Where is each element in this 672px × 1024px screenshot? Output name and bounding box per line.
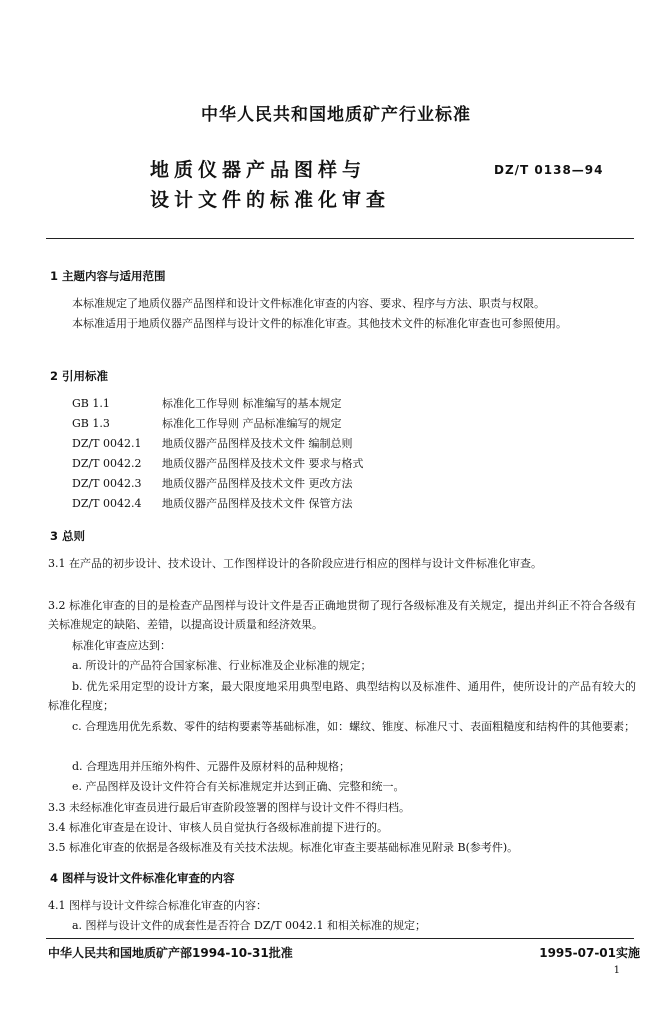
clause-3-2-item-c: c. 合理选用优先系数、零件的结构要素等基础标准，如：螺纹、锥度、标准尺寸、表面粗糙度和结构件的其他要素； [72,720,636,733]
section-4-heading: 4 图样与设计文件标准化审查的内容 [50,871,235,885]
clause-3-2-item-a: a. 所设计的产品符合国家标准、行业标准及企业标准的规定； [72,659,372,672]
clause-3-2-item-e: e. 产品图样及设计文件符合有关标准规定并达到正确、完整和统一。 [72,780,405,793]
reference-name: 地质仪器产品图样及技术文件 更改方法 [162,477,353,490]
section-3-heading: 3 总则 [50,529,86,543]
issuing-body-header: 中华人民共和国地质矿产行业标准 [201,105,471,125]
effective-date: 1995-07-01实施 [539,946,640,960]
reference-name: 标准化工作导则 产品标准编写的规定 [162,417,342,430]
clause-3-5: 3.5 标准化审查的依据是各级标准及有关技术法规。标准化审查主要基础标准见附录 B(参考件)。 [48,841,519,854]
reference-name: 地质仪器产品图样及技术文件 编制总则 [162,437,353,450]
clause-3-2: 3.2 标准化审查的目的是检查产品图样与设计文件是否正确地贯彻了现行各级标准及有关规定，提出并纠正不符合各级有关标准规定的缺陷、差错，以提高设计质量和经济效果。 [48,599,636,631]
reference-name: 地质仪器产品图样及技术文件 保管方法 [162,497,353,510]
clause-3-4: 3.4 标准化审查是在设计、审核人员自觉执行各级标准前提下进行的。 [48,821,388,834]
reference-code: DZ/T 0042.3 [72,477,142,490]
reference-name: 地质仪器产品图样及技术文件 要求与格式 [162,457,364,470]
footer-divider [46,938,634,939]
section-2-heading: 2 引用标准 [50,369,109,383]
reference-code: DZ/T 0042.2 [72,457,142,470]
standard-code: DZ/T 0138—94 [494,163,604,177]
reference-row [72,434,353,454]
title-line-2: 设计文件的标准化审查 [150,189,391,211]
reference-code: DZ/T 0042.4 [72,497,142,510]
clause-3-2-item-b: b. 优先采用定型的设计方案，最大限度地采用典型电路、典型结构以及标准件、通用件，使所设计的产品有较大的标准化程度； [48,680,636,712]
reference-name: 标准化工作导则 标准编写的基本规定 [162,397,342,410]
clause-3-2-item-d: d. 合理选用并压缩外构件、元器件及原材料的品种规格； [72,760,351,773]
reference-code: GB 1.3 [72,417,110,430]
clause-3-1: 3.1 在产品的初步设计、技术设计、工作图样设计的各阶段应进行相应的图样与设计文件标准化审查。 [48,557,542,570]
clause-4-1-item-a: a. 图样与设计文件的成套性是否符合 DZ/T 0042.1 和相关标准的规定； [72,919,427,932]
page-number: 1 [613,965,620,976]
reference-row [72,394,342,414]
reference-row [72,494,353,514]
section-1-para-1: 本标准规定了地质仪器产品图样和设计文件标准化审查的内容、要求、程序与方法、职责与权限。 [72,297,545,310]
section-1-heading: 1 主题内容与适用范围 [50,269,166,283]
clause-4-1: 4.1 图样与设计文件综合标准化审查的内容： [48,899,267,912]
section-1-para-2: 本标准适用于地质仪器产品图样与设计文件的标准化审查。其他技术文件的标准化审查也可参照使用。 [72,317,567,330]
reference-row [72,474,353,494]
approval-line: 中华人民共和国地质矿产部1994-10-31批准 [48,946,293,960]
document-title [150,155,390,215]
clause-3-2-intro: 标准化审查应达到： [72,639,171,652]
reference-row [72,454,364,474]
clause-3-3: 3.3 未经标准化审查员进行最后审查阶段签署的图样与设计文件不得归档。 [48,801,410,814]
reference-code: GB 1.1 [72,397,110,410]
reference-code: DZ/T 0042.1 [72,437,142,450]
title-line-1: 地质仪器产品图样与 [150,159,367,181]
header-divider [46,238,634,239]
reference-row [72,414,342,434]
